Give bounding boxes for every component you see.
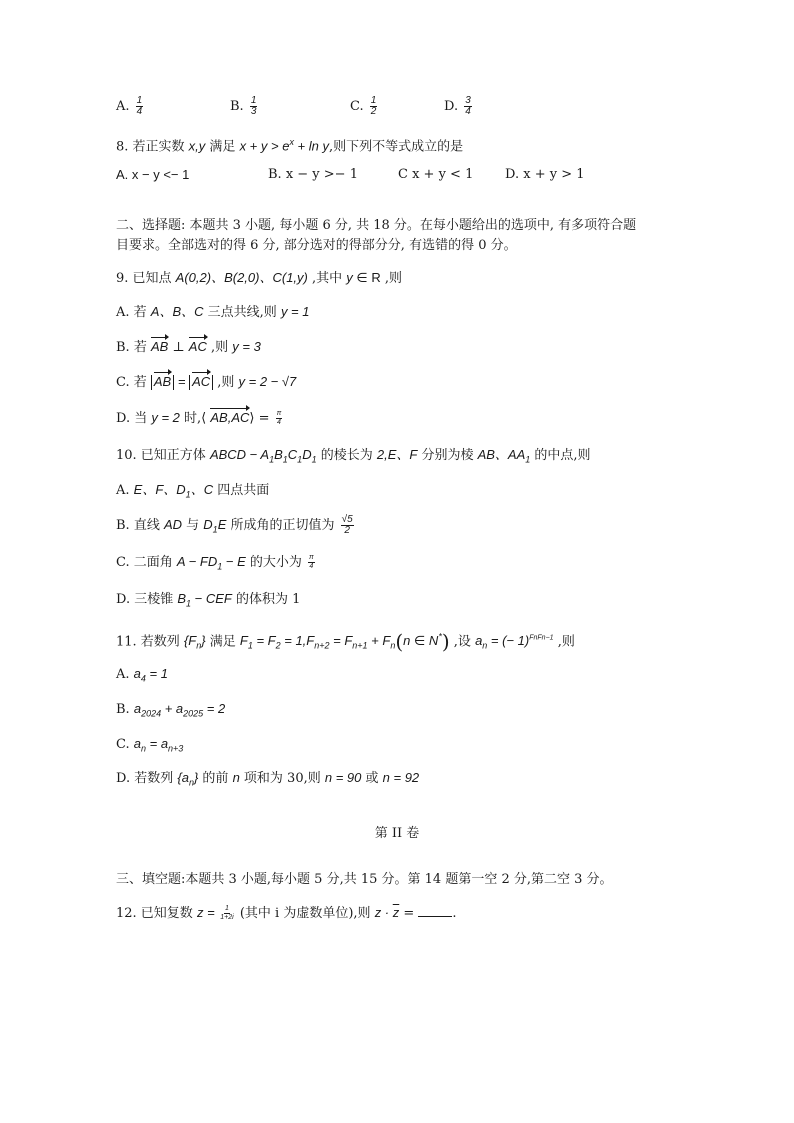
q8-option-b: B. x − y >− 1 bbox=[268, 167, 358, 182]
volume-ii-heading: 第 II 卷 bbox=[374, 826, 420, 841]
q10-option-b: B. 直线 AD 与 $D_1E$ 所成角的正切值为 $\frac{√5}{2}$ bbox=[116, 514, 353, 536]
q10-stem: 10. 已知正方体 ABCD − $A_1B_1C_1D_1$ 的棱长为 2,E、F 分别为棱 AB、$AA_1$ 的中点,则 bbox=[116, 447, 591, 465]
q11-option-d: D. 若数列 $\{a_n\}$ 的前 n 项和为 30,则 n = 90 或 n = 92 bbox=[116, 770, 420, 788]
q9-option-a: A. 若 A、B、C 三点共线,则 y = 1 bbox=[116, 304, 310, 320]
q7-option-b: B. $\frac{1}{3}$ bbox=[230, 95, 257, 117]
q10-option-d: D. 三棱锥 $B_1$ − CEF 的体积为 1 bbox=[116, 591, 301, 609]
q10-option-c: C. 二面角 $A - FD_1 - E$ 的大小为 $\frac{\pi}{4}$ bbox=[116, 554, 314, 572]
q9-option-c: C. 若 AB = AC ,则 y = 2 − √7 bbox=[116, 374, 297, 390]
q8-stem: 8. 若正实数 x,y 满足 $x + y > e^x + \ln y$,则下列不等式成立的是 bbox=[116, 137, 464, 155]
q8-option-a: A. x − y <− 1 bbox=[116, 167, 190, 182]
q9-option-b: B. 若 AB ⊥ AC ,则 y = 3 bbox=[116, 339, 261, 355]
q12-answer-blank[interactable] bbox=[418, 904, 452, 917]
q8-option-c: C x + y < 1 bbox=[398, 167, 474, 182]
q8-option-d: D. x + y > 1 bbox=[505, 167, 585, 182]
q11-option-b: B. $a_{2024} + a_{2025} = 2$ bbox=[116, 701, 226, 719]
section2-instructions-line2: 目要求。全部选对的得 6 分, 部分选对的得部分分, 有选错的得 0 分。 bbox=[116, 238, 517, 253]
q12-stem: 12. 已知复数 z = $\frac{1}{1+2i}$ (其中 i 为虚数单位),则 $z \cdot \overline{z}$ = . bbox=[116, 905, 457, 921]
section3-instructions: 三、填空题:本题共 3 小题,每小题 5 分,共 15 分。第 14 题第一空 2 分,第二空 3 分。 bbox=[116, 872, 613, 887]
q7-option-d: D. $\frac{3}{4}$ bbox=[444, 95, 471, 117]
q7-option-c: C. $\frac{1}{2}$ bbox=[350, 95, 377, 117]
q10-option-a: A. E、F、$D_1$、C 四点共面 bbox=[116, 482, 270, 500]
q9-option-d: D. 当 y = 2 时,⟨ AB,AC⟩ = $\frac{\pi}{4}$ bbox=[116, 410, 282, 426]
q9-stem: 9. 已知点 A(0,2)、B(2,0)、C(1,y) ,其中 y ∈ R ,则 bbox=[116, 270, 402, 286]
section2-instructions-line1: 二、选择题: 本题共 3 小题, 每小题 6 分, 共 18 分。在每小题给出的选项中, 有多项符合题 bbox=[116, 218, 637, 233]
q11-option-a: A. $a_4 = 1$ bbox=[116, 666, 168, 684]
q7-option-a: A. $\frac{1}{4}$ bbox=[116, 95, 143, 117]
q11-option-c: C. $a_n = a_{n+3}$ bbox=[116, 736, 184, 754]
q11-stem: 11. 若数列 $\{F_n\}$ 满足 $F_1 = F_2 = 1,F_{n+2} = F_{n+1} + F_n(n$ ∈ N*) ,设 $a_n$ = (− 1)$^{FnFn-1}$ ,则 bbox=[116, 629, 575, 654]
